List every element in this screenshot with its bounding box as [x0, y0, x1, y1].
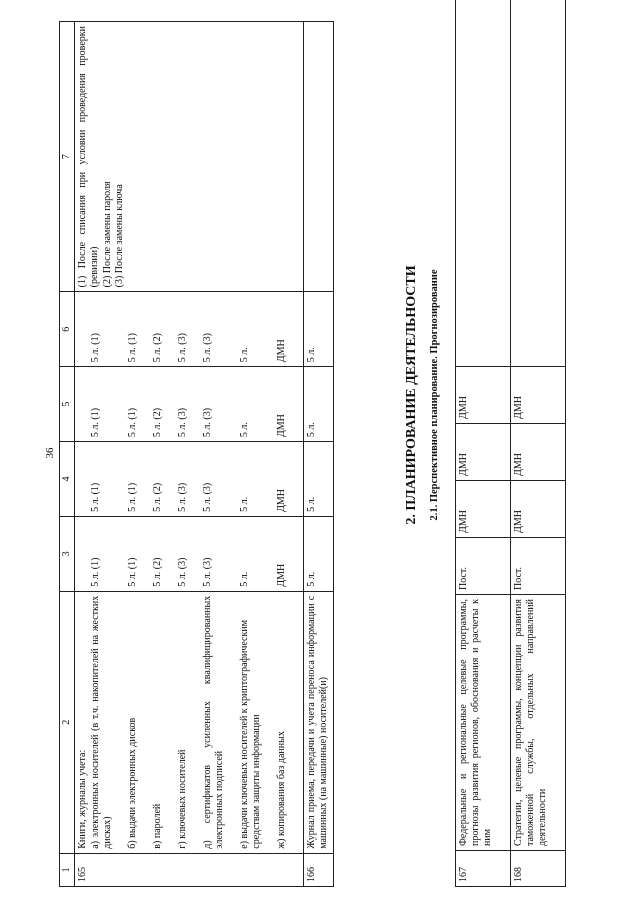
list-item: е) выдачи ключевых носителей к криптографическим средствам защиты информации — [239, 619, 263, 849]
notes-cell — [304, 22, 333, 292]
header-cell: 6 — [60, 292, 75, 367]
row-number: 166 — [304, 853, 333, 886]
period-value: 5 л. (3) — [202, 407, 214, 438]
period-value: 5 л. (3) — [202, 333, 214, 363]
subsection-title: 2.1. Перспективное планирование. Прогнозирование — [429, 269, 440, 521]
note-line: (2) После замены пароля — [101, 181, 113, 288]
period-value: 5 л. (2) — [152, 333, 164, 363]
header-cell: 2 — [60, 591, 75, 853]
period-value: ДМН — [511, 424, 566, 481]
retention-table-2 — [455, 0, 566, 887]
period-value: 5 л. (1) — [127, 407, 139, 438]
table-row-167 — [456, 0, 511, 887]
notes-cell — [456, 0, 511, 367]
row-number: 167 — [456, 851, 511, 887]
list-item: г) ключевых носителей — [177, 749, 189, 849]
table-row-165 — [75, 22, 304, 887]
list-item: в) паролей — [152, 803, 164, 849]
note-line: (3) После замены ключа — [113, 184, 125, 288]
list-item: б) выдачи электронных дисков — [127, 717, 139, 849]
header-cell: 3 — [60, 516, 75, 591]
period-value: 5 л. — [304, 516, 333, 591]
period-value: 5 л. (3) — [202, 557, 214, 587]
list-item: ж) копирования баз данных — [276, 731, 288, 849]
period-value: ДМН — [276, 563, 288, 587]
period-value: 5 л. (1) — [127, 482, 139, 512]
list-item: а) электронных носителей (в т.ч. накопителей на жестких дисках) — [90, 595, 114, 849]
row-title: Книги, журналы учета: — [77, 749, 89, 849]
period-value: ДМН — [276, 339, 288, 363]
period-value: 5 л. (3) — [177, 482, 189, 512]
header-cell: 7 — [60, 22, 75, 292]
period-value: ДМН — [456, 481, 511, 538]
row-number: 168 — [511, 851, 566, 887]
section-title: 2. ПЛАНИРОВАНИЕ ДЕЯТЕЛЬНОСТИ — [404, 265, 419, 525]
period-value: 5 л. — [304, 442, 333, 517]
period-column-3 — [75, 516, 304, 591]
period-value: ДМН — [511, 367, 566, 424]
period-value: ДМН — [456, 367, 511, 424]
row-description: Федеральные и региональные целевые программы, прогнозы развития регионов, обоснования и расчеты к ним — [456, 595, 511, 851]
period-value: 5 л. (2) — [152, 407, 164, 438]
period-value: ДМН — [276, 414, 288, 438]
period-value: ДМН — [511, 481, 566, 538]
period-value: 5 л. — [239, 422, 251, 438]
period-value: 5 л. (2) — [152, 482, 164, 512]
period-value: 5 л. (1) — [127, 333, 139, 363]
period-value: 5 л. — [304, 367, 333, 442]
period-value: ДМН — [456, 424, 511, 481]
period-value: 5 л. (3) — [202, 482, 214, 512]
period-column-6 — [75, 292, 304, 367]
table-row-166 — [304, 22, 333, 887]
period-value: 5 л. (3) — [177, 407, 189, 438]
period-value: Пост. — [511, 538, 566, 595]
period-value: 5 л. (3) — [177, 557, 189, 587]
table-header-row — [60, 22, 75, 887]
period-value: 5 л. — [239, 347, 251, 363]
row-description — [75, 591, 304, 853]
period-value: 5 л. (1) — [90, 407, 102, 438]
list-item: д) сертификатов усиленных квалифицированных электронных подписей — [202, 595, 226, 849]
period-value: 5 л. (1) — [90, 482, 102, 512]
notes-cell — [511, 0, 566, 367]
table-row-168 — [511, 0, 566, 887]
period-value: 5 л. (1) — [90, 557, 102, 587]
retention-table-1 — [59, 21, 334, 887]
row-description: Стратегии, целевые программы, концепции развития таможенной службы, отдельных направлений деятельности — [511, 595, 566, 851]
header-cell: 4 — [60, 442, 75, 517]
period-value: Пост. — [456, 538, 511, 595]
period-column-4 — [75, 442, 304, 517]
page-number: 36 — [44, 447, 56, 459]
note-line: (1) После списания при условии проведения проверки (ревизии) — [77, 26, 101, 288]
period-value: 5 л. (2) — [152, 557, 164, 587]
period-value: 5 л. (1) — [127, 557, 139, 587]
period-value: 5 л. — [304, 292, 333, 367]
period-value: 5 л. — [239, 571, 251, 587]
header-cell: 1 — [60, 853, 75, 886]
period-column-5 — [75, 367, 304, 442]
notes-cell — [75, 22, 304, 292]
header-cell: 5 — [60, 367, 75, 442]
period-value: ДМН — [276, 488, 288, 512]
row-description: Журнал приема, передачи и учета переноса информации с машинных (на машинные) носителей(и) — [304, 591, 333, 853]
row-number: 165 — [75, 853, 304, 886]
period-value: 5 л. — [239, 496, 251, 512]
period-value: 5 л. (1) — [90, 333, 102, 363]
period-value: 5 л. (3) — [177, 333, 189, 363]
